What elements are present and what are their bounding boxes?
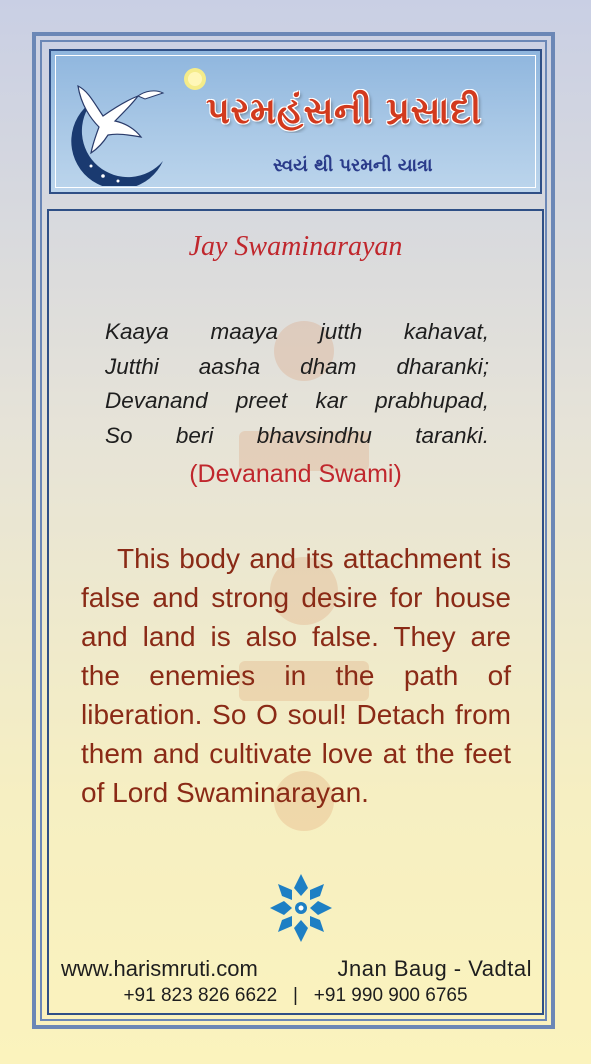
phone-numbers: +91 823 826 6622 | +91 990 900 6765 bbox=[123, 985, 468, 1006]
verse-line bbox=[105, 350, 489, 385]
brand-subtitle: સ્વયં થી પરમની યાત્રા bbox=[273, 155, 433, 176]
verse-word: kar bbox=[315, 388, 347, 413]
verse-word: maaya bbox=[210, 319, 279, 344]
swastika-flower-icon bbox=[266, 866, 336, 951]
verse-word: Jutthi bbox=[105, 353, 159, 379]
verse-word: aasha bbox=[198, 353, 261, 379]
verse-word: beri bbox=[175, 422, 214, 448]
verse-meaning: This body and its attachment is false and strong desire for house and land is also false. They are the enemies in the path of liberation. So O soul! Detach from them and cultivate love at the feet of Lord Swaminarayan. bbox=[81, 543, 511, 808]
dove-moon-logo-icon bbox=[63, 61, 173, 186]
verse-word: Kaaya bbox=[105, 319, 169, 344]
verse-word: So bbox=[105, 422, 133, 448]
brand-title: પરમહંસની પ્રસાદી bbox=[206, 89, 482, 132]
verse-line bbox=[105, 384, 489, 419]
header-banner bbox=[49, 49, 542, 194]
verse-word: preet bbox=[235, 388, 288, 413]
verse-line bbox=[105, 419, 489, 454]
verse-author: (Devanand Swami) bbox=[189, 460, 402, 488]
greeting: Jay Swaminarayan bbox=[188, 231, 403, 262]
sun-icon bbox=[181, 65, 209, 93]
verse-word: bhavsindhu bbox=[256, 422, 372, 448]
verse-word: Devanand bbox=[105, 388, 208, 413]
verse-word: dharanki; bbox=[396, 353, 489, 379]
verse-word: taranki. bbox=[415, 422, 489, 448]
content-panel bbox=[47, 209, 544, 1015]
verse-word: dham bbox=[300, 353, 357, 379]
verse bbox=[105, 315, 489, 453]
verse-line bbox=[105, 315, 489, 350]
verse-word: jutth bbox=[319, 319, 363, 344]
verse-word: kahavat, bbox=[403, 319, 489, 344]
verse-word: prabhupad, bbox=[375, 388, 489, 413]
place-text: Jnan Baug - Vadtal bbox=[337, 956, 532, 981]
website-link[interactable]: www.harismruti.com bbox=[61, 956, 258, 981]
